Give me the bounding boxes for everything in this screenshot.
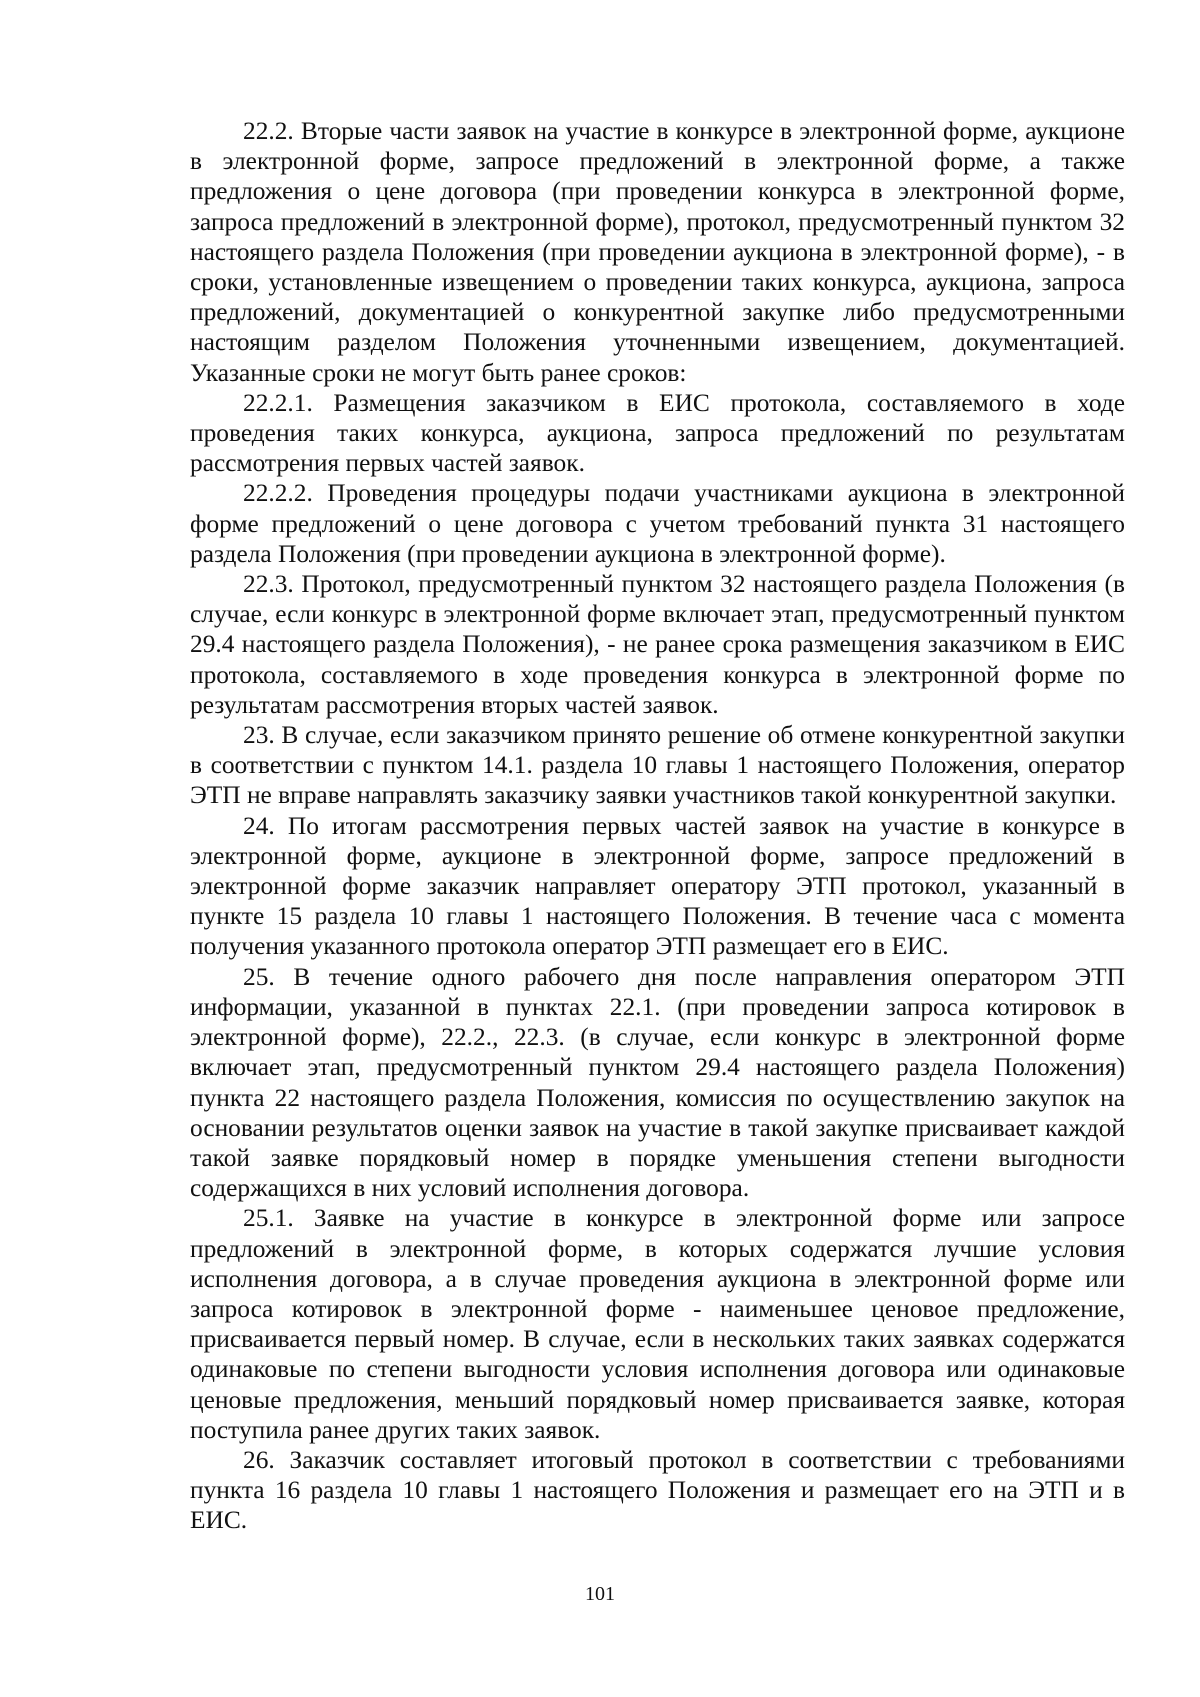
paragraph-25: 25. В течение одного рабочего дня после направления оператором ЭТП информации, указанной в пунктах 22.1. (при проведении запроса котировок в электронной форме), 22.2., 22.3. (в случае, если конкурс в электронной форме включает этап, предусмотренный пунктом 29.4 настоящего раздела Положения) пункта 22 настоящего раздела Положения, комиссия по осуществлению закупок на основании результатов оценки заявок на участие в такой закупке присваивает каждой такой заявке порядковый номер в порядке уменьшения степени выгодности содержащихся в них условий исполнения договора. [190, 962, 1125, 1203]
paragraph-24: 24. По итогам рассмотрения первых частей заявок на участие в конкурсе в электронной форме, аукционе в электронной форме, запросе предложений в электронной форме заказчик направляет оператору ЭТП протокол, указанный в пункте 15 раздела 10 главы 1 настоящего Положения. В течение часа с момента получения указанного протокола оператор ЭТП размещает его в ЕИС. [190, 811, 1125, 961]
paragraph-26: 26. Заказчик составляет итоговый протокол в соответствии с требованиями пункта 16 раздела 10 главы 1 настоящего Положения и размещает его на ЭТП и в ЕИС. [190, 1445, 1125, 1535]
page-number: 101 [585, 1583, 615, 1605]
paragraph-23: 23. В случае, если заказчиком принято решение об отмене конкурентной закупки в соответствии с пунктом 14.1. раздела 10 главы 1 настоящего Положения, оператор ЭТП не вправе направлять заказчику заявки участников такой конкурентной закупки. [190, 721, 1125, 810]
document-body [190, 116, 1125, 1536]
paragraph-22-2-2: 22.2.2. Проведения процедуры подачи участниками аукциона в электронной форме предложений о цене договора с учетом требований пункта 31 настоящего раздела Положения (при проведении аукциона в электронной форме). [190, 479, 1125, 568]
paragraph-22-2: 22.2. Вторые части заявок на участие в конкурсе в электронной форме, аукционе в электронной форме, запросе предложений в электронной форме, а также предложения о цене договора (при проведении конкурса в электронной форме, запроса предложений в электронной форме), протокол, предусмотренный пунктом 32 настоящего раздела Положения (при проведении аукциона в электронной форме), - в сроки, установленные извещением о проведении таких конкурса, аукциона, запроса предложений, документацией о конкурентной закупке либо предусмотренными настоящим разделом Положения уточненными извещением, документацией. Указанные сроки не могут быть ранее сроков: [190, 117, 1125, 387]
paragraph-22-3: 22.3. Протокол, предусмотренный пунктом 32 настоящего раздела Положения (в случае, если конкурс в электронной форме включает этап, предусмотренный пунктом 29.4 настоящего раздела Положения), - не ранее срока размещения заказчиком в ЕИС протокола, составляемого в ходе проведения конкурса в электронной форме по результатам рассмотрения вторых частей заявок. [190, 570, 1125, 719]
paragraph-25-1: 25.1. Заявке на участие в конкурсе в электронной форме или запросе предложений в электронной форме, в которых содержатся лучшие условия исполнения договора, а в случае проведения аукциона в электронной форме или запроса котировок в электронной форме - наименьшее ценовое предложение, присваивается первый номер. В случае, если в нескольких таких заявках содержатся одинаковые по степени выгодности условия исполнения договора или одинаковые ценовые предложения, меньший порядковый номер присваивается заявке, которая поступила ранее других таких заявок. [190, 1204, 1125, 1444]
paragraph-22-2-1: 22.2.1. Размещения заказчиком в ЕИС протокола, составляемого в ходе проведения таких конкурса, аукциона, запроса предложений по результатам рассмотрения первых частей заявок. [190, 388, 1125, 478]
